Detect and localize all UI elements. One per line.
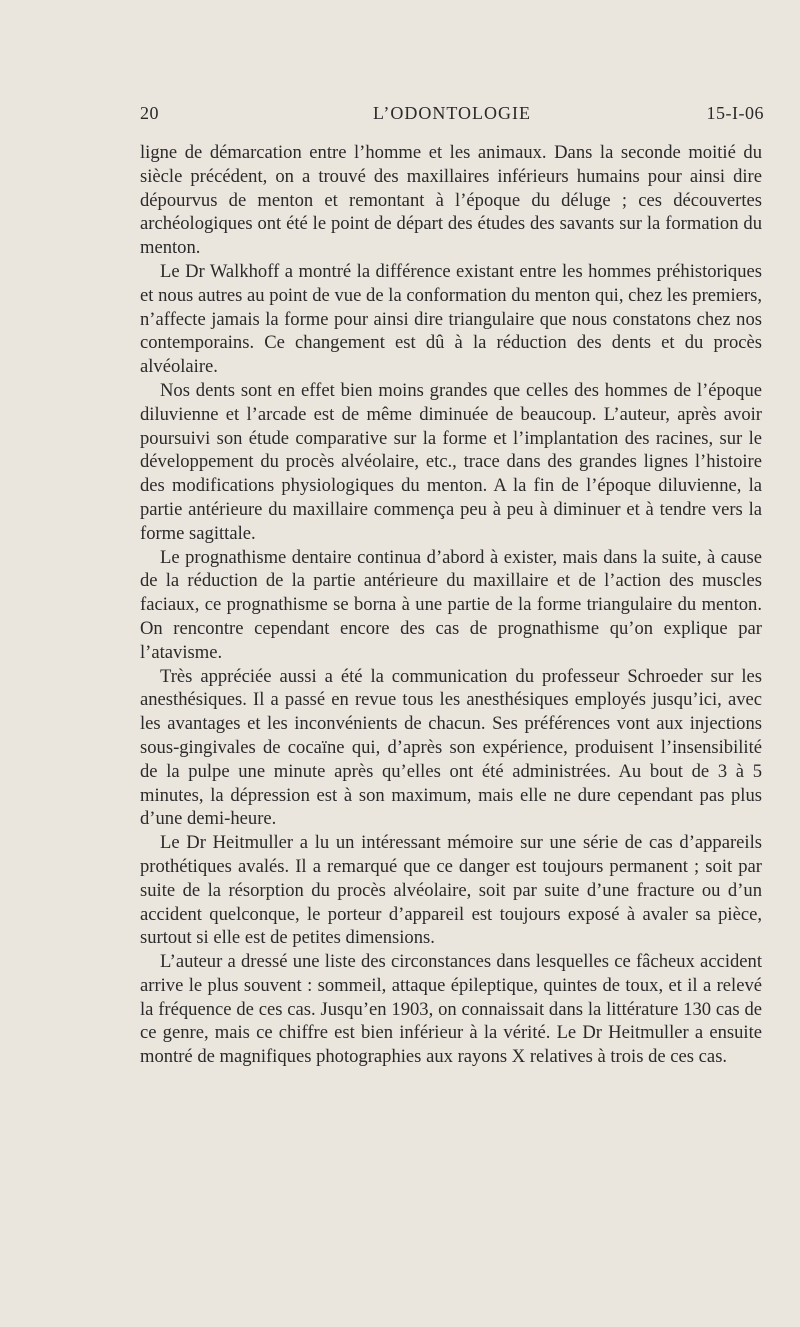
paragraph-7: L’auteur a dressé une liste des circonstances dans lesquelles ce fâcheux accident arrive le plus souvent : sommeil, attaque épileptique, quintes de toux, et il a relevé la fréquence de ces cas. Jusqu’en 1903, on connaissait dans la littérature 130 cas de ce genre, mais ce chiffre est bien inférieur à la vérité. Le Dr Heitmuller a ensuite montré de magnifiques photographies aux rayons X relatives à trois de ces cas. [140, 951, 762, 1068]
paragraph-3: Nos dents sont en effet bien moins grandes que celles des hommes de l’époque diluvienne et l’arcade est de même diminuée de beaucoup. L’auteur, après avoir poursuivi son étude comparative sur la forme et l’implantation des racines, sur le développement du procès alvéolaire, etc., trace dans des grandes lignes l’histoire des modifications physiologiques du menton. A la fin de l’époque diluvienne, la partie antérieure du maxillaire commença peu à peu à diminuer et à tendre vers la forme sagittale. [140, 379, 762, 544]
running-title: L’ODONTOLOGIE [373, 103, 531, 123]
page-number: 20 [140, 103, 159, 123]
paragraph-5: Très appréciée aussi a été la communication du professeur Schroeder sur les anesthésiques. Il a passé en revue tous les anesthésiques employés jusqu’ici, avec les avantages et les inconvénients de chacun. Ses préférences vont aux injections sous-gingivales de cocaïne qui, d’après son expérience, produisent l’insensibilité de la pulpe une minute après qu’elles ont été administrées. Au bout de 3 à 5 minutes, la dépression est à son maximum, mais elle ne dure cependant pas plus d’une demi-heure. [140, 665, 762, 830]
article-body [140, 141, 762, 1069]
paragraph-2: Le Dr Walkhoff a montré la différence existant entre les hommes préhistoriques et nous autres au point de vue de la conformation du menton qui, chez les premiers, n’affecte jamais la forme pour ainsi dire triangulaire que nous constatons chez nos contemporains. Ce changement est dû à la réduction des dents et du procès alvéolaire. [140, 260, 762, 378]
page-header [140, 103, 764, 131]
paragraph-4: Le prognathisme dentaire continua d’abord à exister, mais dans la suite, à cause de la réduction de la partie antérieure du maxillaire et de l’action des muscles faciaux, ce prognathisme se borna à une partie de la forme triangulaire du menton. On rencontre cependant encore des cas de prognathisme qu’on explique par l’atavisme. [140, 546, 762, 663]
paragraph-1: ligne de démarcation entre l’homme et les animaux. Dans la seconde moitié du siècle précédent, on a trouvé des maxillaires inférieurs humains pour ainsi dire dépourvus de menton et remontant à l’époque du déluge ; ces découvertes archéologiques ont été le point de départ des études des savants sur la formation du menton. [140, 142, 762, 259]
issue-date: 15-I-06 [706, 103, 764, 123]
paragraph-6: Le Dr Heitmuller a lu un intéressant mémoire sur une série de cas d’appareils prothétiques avalés. Il a remarqué que ce danger est toujours permanent ; soit par suite de la résorption du procès alvéolaire, soit par suite d’une fracture ou d’un accident quelconque, le porteur d’appareil est toujours exposé à avaler sa pièce, surtout si elle est de petites dimensions. [140, 832, 762, 949]
